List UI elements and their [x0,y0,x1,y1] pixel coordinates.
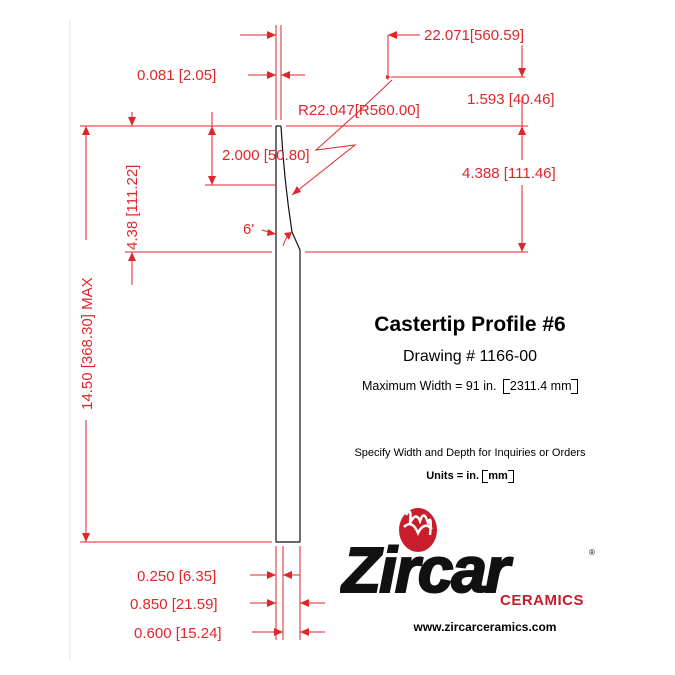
bracket-right-icon [508,470,514,483]
dim-22071: 22.071[560.59] [424,27,525,44]
zircar-wordmark [340,540,600,600]
dim-radius: R22.047[R560.00] [298,102,420,119]
units-note [300,470,640,483]
dim-1593: 1.593 [40.46] [467,91,555,108]
drawing-number: Drawing # 1166-00 [402,348,537,365]
drawing-title: Castertip Profile #6 [374,313,566,336]
dim-angle: 6' [243,221,255,238]
dim-0600: 0.600 [15.24] [134,625,222,642]
units-label: Units = in. [426,470,480,482]
dim-0850: 0.850 [21.59] [130,596,218,613]
wordmark-text: Zircar [342,540,508,600]
bracket-right-icon [571,379,577,394]
registered-mark: ® [589,548,595,557]
dim-0250: 0.250 [6.35] [137,568,217,585]
max-width-mm: 2311.4 mm [509,379,572,393]
website-link[interactable]: www.zircarceramics.com [413,620,557,634]
logo-ceramics: CERAMICS [500,592,585,609]
dim-438: 4.38 [111.22] [124,164,141,250]
dim-2000: 2.000 [50.80] [222,147,310,164]
max-width-label: Maximum Width = 91 in. [362,379,497,393]
units-mm: mm [488,470,508,482]
dim-0081: 0.081 [2.05] [137,67,217,84]
maximum-width [300,379,640,394]
dim-4388: 4.388 [111.46] [462,165,556,182]
dim-1450: 14.50 [368.30] MAX [79,277,96,410]
specify-note: Specify Width and Depth for Inquiries or Orders [354,447,586,459]
